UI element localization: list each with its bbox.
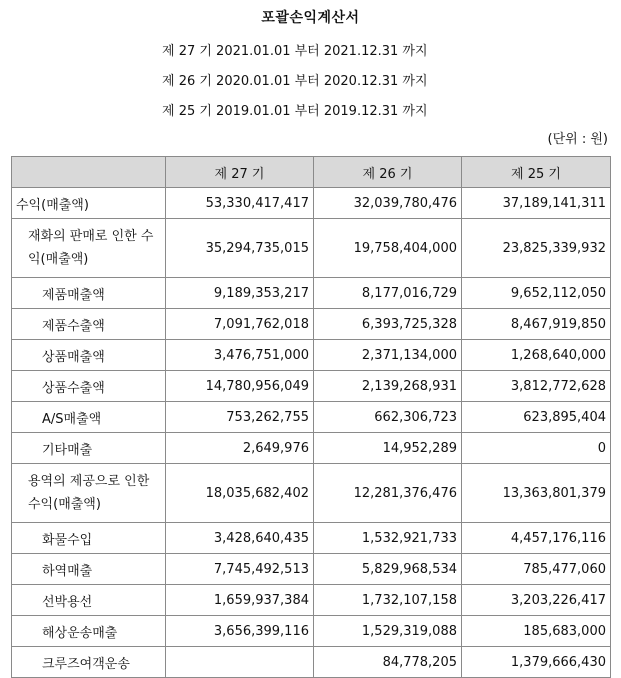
row-label: 제품매출액 — [12, 278, 166, 309]
amount-cell: 2,139,268,931 — [314, 371, 462, 402]
amount-cell: 1,659,937,384 — [166, 585, 314, 616]
row-label-text: 재화의 판매로 인한 수익(매출액) — [28, 229, 154, 267]
amount-cell: 32,039,780,476 — [314, 188, 462, 219]
amount-cell: 8,467,919,850 — [462, 309, 611, 340]
statement-title: 포괄손익계산서 — [261, 10, 360, 26]
amount-cell: 5,829,968,534 — [314, 554, 462, 585]
amount-cell: 1,529,319,088 — [314, 616, 462, 647]
amount-cell: 3,812,772,628 — [462, 371, 611, 402]
amount-cell: 1,732,107,158 — [314, 585, 462, 616]
row-label: 수익(매출액) — [12, 188, 166, 219]
table-row — [12, 309, 611, 340]
amount-cell: 9,652,112,050 — [462, 278, 611, 309]
table-row — [12, 464, 611, 523]
amount-cell: 185,683,000 — [462, 616, 611, 647]
amount-cell: 53,330,417,417 — [166, 188, 314, 219]
amount-cell — [166, 647, 314, 678]
row-label: 기타매출 — [12, 433, 166, 464]
table-row — [12, 340, 611, 371]
period-line-25: 제 25 기 2019.01.01 부터 2019.12.31 까지 — [162, 104, 428, 119]
amount-cell: 9,189,353,217 — [166, 278, 314, 309]
amount-cell: 8,177,016,729 — [314, 278, 462, 309]
period-line-27: 제 27 기 2021.01.01 부터 2021.12.31 까지 — [162, 44, 428, 59]
header-period-26: 제 26 기 — [314, 157, 462, 188]
amount-cell: 35,294,735,015 — [166, 219, 314, 278]
row-label: 상품수출액 — [12, 371, 166, 402]
amount-cell: 623,895,404 — [462, 402, 611, 433]
amount-cell: 6,393,725,328 — [314, 309, 462, 340]
amount-cell: 37,189,141,311 — [462, 188, 611, 219]
row-label — [12, 464, 166, 523]
amount-cell: 3,428,640,435 — [166, 523, 314, 554]
amount-cell: 23,825,339,932 — [462, 219, 611, 278]
amount-cell: 12,281,376,476 — [314, 464, 462, 523]
table-body — [12, 188, 611, 678]
row-label: 크루즈여객운송 — [12, 647, 166, 678]
table-row — [12, 647, 611, 678]
row-label: 화물수입 — [12, 523, 166, 554]
row-label — [12, 219, 166, 278]
table-row — [12, 219, 611, 278]
table-row — [12, 371, 611, 402]
amount-cell: 0 — [462, 433, 611, 464]
amount-cell: 19,758,404,000 — [314, 219, 462, 278]
amount-cell: 18,035,682,402 — [166, 464, 314, 523]
amount-cell: 662,306,723 — [314, 402, 462, 433]
amount-cell: 7,745,492,513 — [166, 554, 314, 585]
header-period-27: 제 27 기 — [166, 157, 314, 188]
period-line-26: 제 26 기 2020.01.01 부터 2020.12.31 까지 — [162, 74, 428, 89]
amount-cell: 13,363,801,379 — [462, 464, 611, 523]
table-row — [12, 585, 611, 616]
amount-cell: 2,649,976 — [166, 433, 314, 464]
row-label-text: 용역의 제공으로 인한 수익(매출액) — [28, 474, 150, 512]
amount-cell: 14,952,289 — [314, 433, 462, 464]
amount-cell: 2,371,134,000 — [314, 340, 462, 371]
amount-cell: 84,778,205 — [314, 647, 462, 678]
header-label-column — [12, 157, 166, 188]
amount-cell: 3,476,751,000 — [166, 340, 314, 371]
row-label: 제품수출액 — [12, 309, 166, 340]
amount-cell: 1,268,640,000 — [462, 340, 611, 371]
amount-cell: 753,262,755 — [166, 402, 314, 433]
amount-cell: 7,091,762,018 — [166, 309, 314, 340]
amount-cell: 14,780,956,049 — [166, 371, 314, 402]
amount-cell: 3,656,399,116 — [166, 616, 314, 647]
table-row — [12, 188, 611, 219]
table-header-row — [12, 157, 611, 188]
table-row — [12, 616, 611, 647]
amount-cell: 1,532,921,733 — [314, 523, 462, 554]
table-row — [12, 554, 611, 585]
table-row — [12, 523, 611, 554]
header-period-25: 제 25 기 — [462, 157, 611, 188]
table-row — [12, 402, 611, 433]
amount-cell: 1,379,666,430 — [462, 647, 611, 678]
table-row — [12, 433, 611, 464]
unit-label: (단위 : 원) — [547, 132, 608, 147]
table-row — [12, 278, 611, 309]
row-label: 상품매출액 — [12, 340, 166, 371]
row-label: 해상운송매출 — [12, 616, 166, 647]
amount-cell: 785,477,060 — [462, 554, 611, 585]
income-statement-table — [11, 156, 611, 678]
row-label: A/S매출액 — [12, 402, 166, 433]
row-label: 하역매출 — [12, 554, 166, 585]
row-label: 선박용선 — [12, 585, 166, 616]
amount-cell: 4,457,176,116 — [462, 523, 611, 554]
amount-cell: 3,203,226,417 — [462, 585, 611, 616]
